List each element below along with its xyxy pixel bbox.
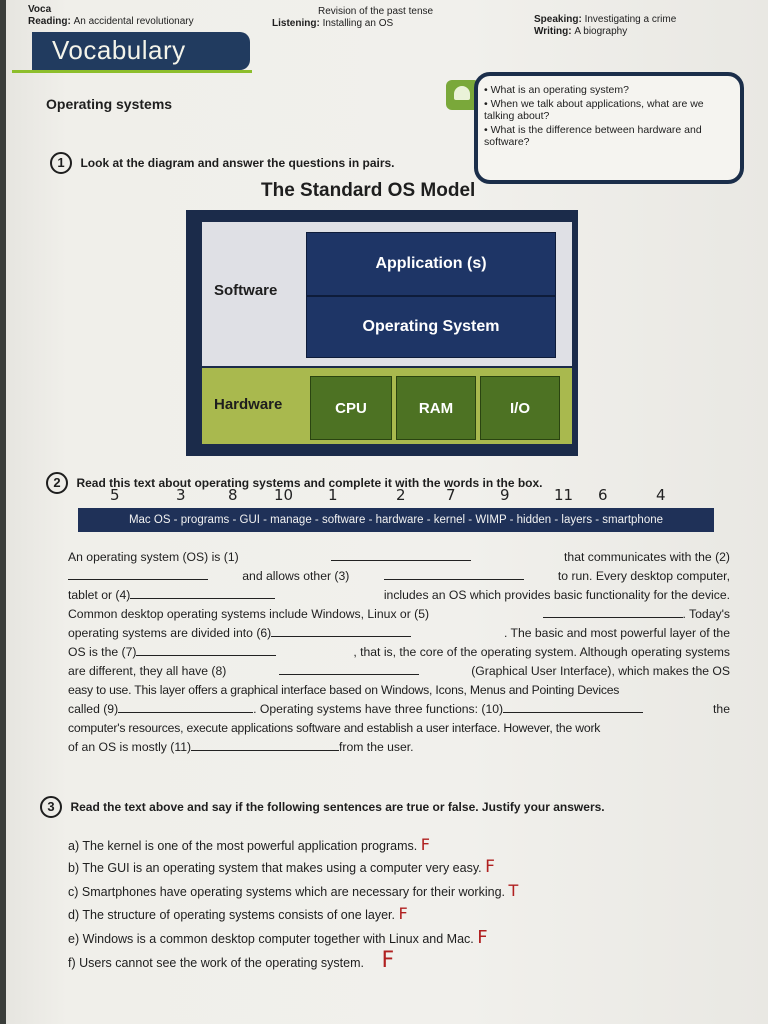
cpu-label: CPU [335,399,367,417]
applications-label: Application (s) [375,255,487,272]
section-tab [32,32,250,70]
statement-item: d) The structure of operating systems consists of one layer. F [68,904,408,924]
statement-item: b) The GUI is an operating system that makes using a computer very easy. F [68,857,495,878]
handwritten-number: 6 [598,486,608,504]
exercise-number: 1 [50,152,72,174]
text-segment: tablet or (4) [68,588,131,602]
blank-6[interactable] [271,624,411,637]
header-text: Revision of the past tense [318,6,434,17]
blank-1[interactable] [331,548,471,561]
header-label: Writing: [534,26,572,37]
topic-title: Operating systems [46,96,173,112]
blank-7[interactable] [136,643,276,656]
statement-item: a) The kernel is one of the most powerful application programs. F [68,835,430,854]
text-segment: An operating system (OS) is (1) [68,550,239,564]
text-segment: of an OS is mostly (11) [68,740,192,754]
text-segment: includes an OS which provides basic functionality for the device. [383,588,730,602]
io-label: I/O [509,399,530,417]
text-segment: . The basic and most powerful layer of the [503,626,730,640]
exercise-instruction: Read the text above and say if the following sentences are true or false. Justify your answers. [70,800,605,814]
handwritten-number: 7 [446,486,456,504]
text-segment: operating systems are divided into (6) [68,626,272,640]
applications-box [306,232,556,296]
header-text: An accidental revolutionary [73,16,194,27]
header-label: Speaking: [534,14,582,25]
header-label: Listening: [272,18,320,29]
operating-system-box [306,296,556,358]
blank-11[interactable] [191,738,339,751]
header-text: A biography [574,26,628,37]
handwritten-number: 10 [274,486,294,504]
ram-label: RAM [418,399,454,417]
blank-4[interactable] [130,586,275,599]
hardware-label: Hardware [214,396,283,413]
cpu-box [310,376,392,440]
handwritten-number: 9 [500,486,510,504]
handwritten-number: 5 [110,486,120,504]
statement-item: c) Smartphones have operating systems which are necessary for their working. T [68,880,519,900]
exercise-1-header [50,152,395,174]
header-label: Reading: [28,16,71,27]
header-label: Voca [28,4,52,15]
text-segment: from the user. [339,740,414,754]
header-col-2 [272,6,433,30]
worksheet-page [6,0,768,1024]
header-col-1 [28,4,194,28]
handwritten-number: 1 [328,486,338,504]
statement-item: f) Users cannot see the work of the operating system. F [68,948,395,974]
diagram-title: The Standard OS Model [261,180,476,201]
handwritten-number: 3 [176,486,186,504]
software-label: Software [214,282,278,299]
text-segment: are different, they all have (8) [68,664,227,678]
blank-3[interactable] [384,567,524,580]
discussion-questions [484,84,734,150]
text-segment: Common desktop operating systems include Windows, Linux or (5) [68,607,430,621]
word-box [78,508,714,532]
handwritten-answer: T [508,880,519,900]
true-false-list [68,834,668,974]
header-text: Investigating a crime [584,14,677,25]
operating-system-label: Operating System [362,318,500,335]
handwritten-answer: F [420,835,430,854]
io-box [480,376,560,440]
text-segment: that communicates with the (2) [564,550,730,564]
text-segment: (Graphical User Interface), which makes the OS [471,664,730,678]
gap-fill-text [68,548,730,757]
text-segment: . Today's [682,607,730,621]
question-item: • When we talk about applications, what are we talking about? [484,98,704,122]
header-text: Installing an OS [322,18,394,29]
blank-5[interactable] [543,605,683,618]
handwritten-answer: F [477,926,488,948]
handwritten-numbers [110,486,690,506]
section-tab-label: Vocabulary [52,35,186,65]
blank-10[interactable] [503,700,643,713]
exercise-number: 3 [40,796,62,818]
exercise-3-header [40,796,605,818]
statement-item: e) Windows is a common desktop computer together with Linux and Mac. F [68,926,488,948]
handwritten-number: 8 [228,486,238,504]
text-segment: to run. Every desktop computer, [557,569,730,583]
text-segment: . Operating systems have three functions: (10) [253,702,504,716]
text-segment: , that is, the core of the operating system. Although operating systems [353,645,730,659]
exercise-instruction: Read this text about operating systems and complete it with the words in the box. [76,476,543,490]
text-segment: the [713,702,730,716]
text-segment: easy to use. This layer offers a graphical interface based on Windows, Icons, Menus and Pointing Devices [68,683,620,697]
blank-9[interactable] [118,700,253,713]
question-item: • What is the difference between hardware and software? [484,124,702,148]
blank-2[interactable] [68,567,208,580]
exercise-instruction: Look at the diagram and answer the questions in pairs. [80,156,395,170]
handwritten-number: 11 [554,486,574,504]
exercise-number: 2 [46,472,68,494]
word-box-text: Mac OS - programs - GUI - manage - software - hardware - kernel - WIMP - hidden - layers - smartphone [128,514,664,526]
question-item: • What is an operating system? [484,84,629,96]
tab-underline [12,70,252,73]
ram-box [396,376,476,440]
blank-8[interactable] [279,662,419,675]
handwritten-answer: F [485,857,495,878]
text-segment: and allows other (3) [242,569,350,583]
header-col-3 [534,14,676,38]
handwritten-number: 4 [656,486,666,504]
handwritten-answer: F [398,904,408,924]
text-segment: computer's resources, execute applications software and establish a user interface. However, the work [68,721,601,735]
handwritten-answer: F [381,948,395,974]
handwritten-number: 2 [396,486,406,504]
text-segment: called (9) [68,702,119,716]
text-segment: OS is the (7) [68,645,137,659]
